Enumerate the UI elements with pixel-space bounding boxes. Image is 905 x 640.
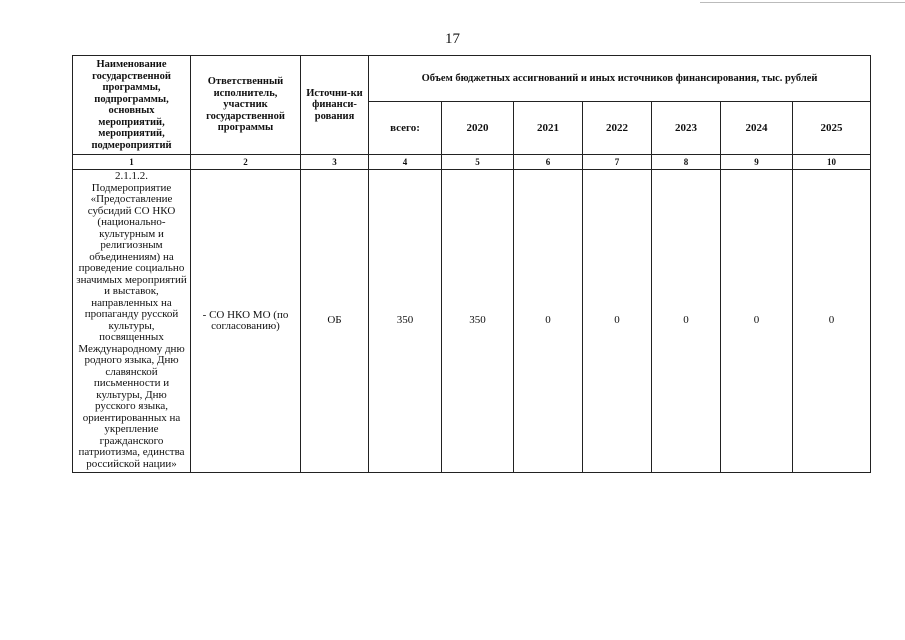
row-total-cell: 350 <box>369 170 442 473</box>
row-executor-cell: - СО НКО МО (по согласованию) <box>191 170 301 473</box>
table-row <box>73 170 871 473</box>
row-source-cell: ОБ <box>301 170 369 473</box>
row-name-cell: 2.1.1.2. Подмероприятие «Предоставление субсидий СО НКО (национально-культурным и религиозным объединениям) на проведение социально значимых мероприятий и выставок, направленных на пропаганду русской культуры, посвященных Международному дню родного языка, Дню славянской письменности и культуры, Дню русского языка, ориентированных на укрепление гражданского патриотизма, единства российской нации» <box>73 170 191 473</box>
row-value-2020: 350 <box>442 170 514 473</box>
row-value-2024: 0 <box>721 170 793 473</box>
column-number: 5 <box>442 155 514 170</box>
column-number: 8 <box>652 155 721 170</box>
header-source: Источни-ки финанси-рования <box>301 56 369 155</box>
row-value-2022: 0 <box>583 170 652 473</box>
row-value-2025: 0 <box>793 170 871 473</box>
column-number: 2 <box>191 155 301 170</box>
column-number: 3 <box>301 155 369 170</box>
header-year-2022: 2022 <box>583 102 652 155</box>
header-year-2025: 2025 <box>793 102 871 155</box>
column-number: 9 <box>721 155 793 170</box>
header-year-2021: 2021 <box>514 102 583 155</box>
row-value-2021: 0 <box>514 170 583 473</box>
top-edge-rule <box>700 2 905 3</box>
header-executor: Ответственный исполнитель, участник государственной программы <box>191 56 301 155</box>
column-number: 1 <box>73 155 191 170</box>
header-year-2020: 2020 <box>442 102 514 155</box>
column-number-row <box>73 155 871 170</box>
row-value-2023: 0 <box>652 170 721 473</box>
column-number: 6 <box>514 155 583 170</box>
header-name: Наименование государственной программы, подпрограммы, основных мероприятий, мероприятий, подмероприятий <box>73 56 191 155</box>
header-total: всего: <box>369 102 442 155</box>
header-volume: Объем бюджетных ассигнований и иных источников финансирования, тыс. рублей <box>369 56 871 102</box>
column-number: 10 <box>793 155 871 170</box>
column-number: 4 <box>369 155 442 170</box>
column-number: 7 <box>583 155 652 170</box>
header-year-2024: 2024 <box>721 102 793 155</box>
budget-table <box>72 55 871 473</box>
page-number: 17 <box>445 31 460 47</box>
header-year-2023: 2023 <box>652 102 721 155</box>
